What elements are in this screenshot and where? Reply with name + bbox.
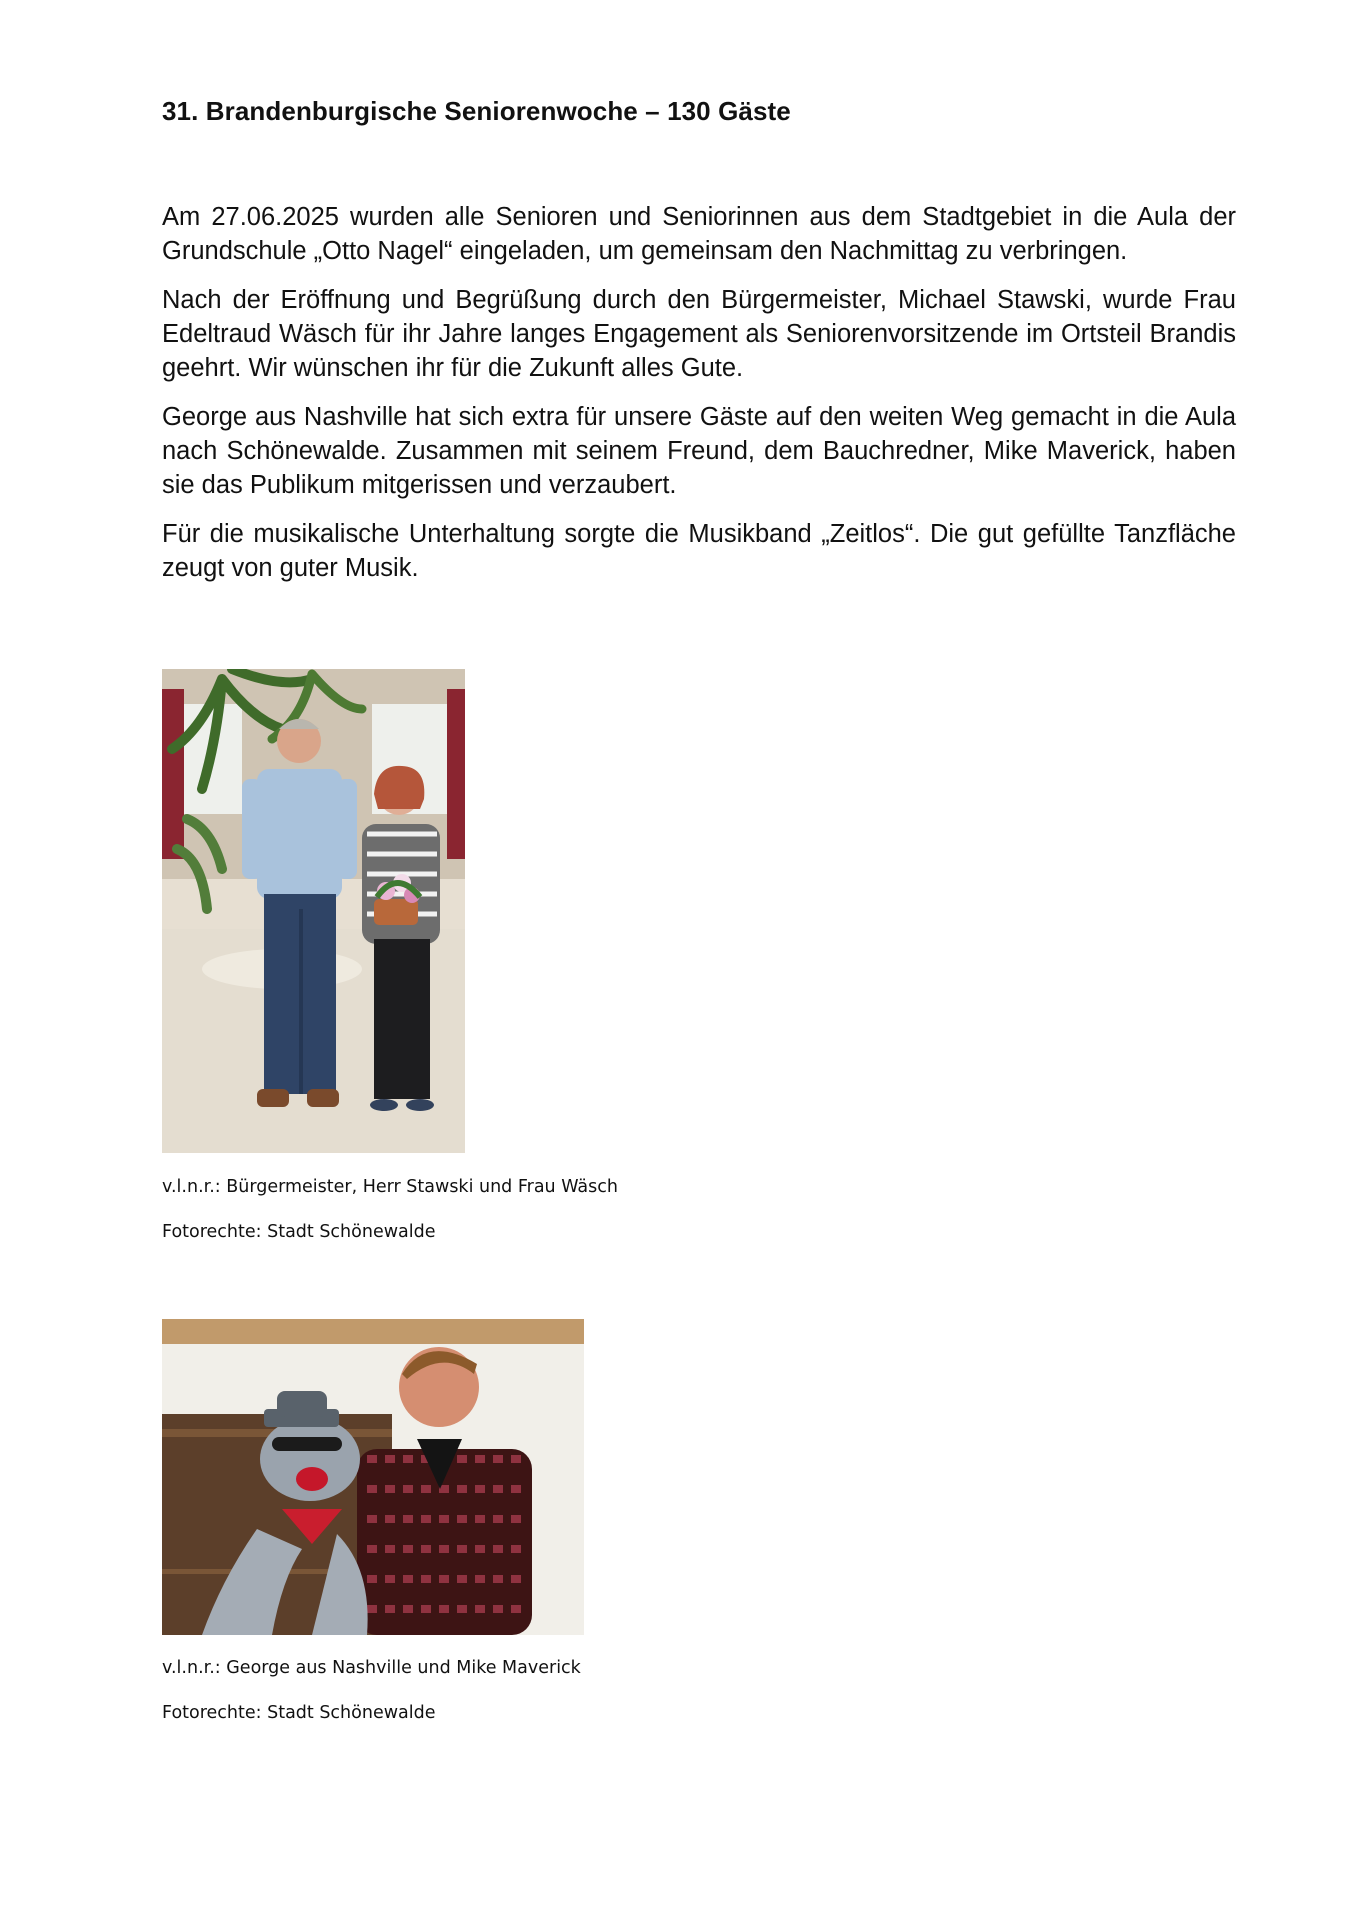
article-body	[162, 200, 1236, 600]
photo-mayor-and-honoree	[162, 669, 465, 1153]
paragraph-entertainment: George aus Nashville hat sich extra für unsere Gäste auf den weiten Weg gemacht in die Aula nach Schönewalde. Zusammen mit seinem Freund, dem Bauchredner, Mike Maverick, haben sie das Publikum mitgerissen und verzaubert.	[162, 403, 1236, 499]
paragraph-honoring: Nach der Eröffnung und Begrüßung durch den Bürgermeister, Michael Stawski, wurde Frau Edeltraud Wäsch für ihr Jahre langes Engagement als Seniorenvorsitzende im Ortsteil Brandis geehrt. Wir wünschen ihr für die Zukunft alles Gute.	[162, 286, 1236, 382]
page-title: 31. Brandenburgische Seniorenwoche – 130 Gäste	[162, 96, 791, 126]
photo-ventriloquist-with-puppet	[162, 1319, 584, 1635]
figure-caption: v.l.n.r.: George aus Nashville und Mike Maverick	[162, 1658, 581, 1678]
figure-credit: Fotorechte: Stadt Schönewalde	[162, 1703, 436, 1723]
figure-credit: Fotorechte: Stadt Schönewalde	[162, 1222, 436, 1242]
paragraph-music: Für die musikalische Unterhaltung sorgte die Musikband „Zeitlos“. Die gut gefüllte Tanzfläche zeugt von guter Musik.	[162, 520, 1236, 582]
figure-caption: v.l.n.r.: Bürgermeister, Herr Stawski und Frau Wäsch	[162, 1177, 618, 1197]
paragraph-opening: Am 27.06.2025 wurden alle Senioren und Seniorinnen aus dem Stadtgebiet in die Aula der Grundschule „Otto Nagel“ eingeladen, um gemeinsam den Nachmittag zu verbringen.	[162, 203, 1236, 265]
